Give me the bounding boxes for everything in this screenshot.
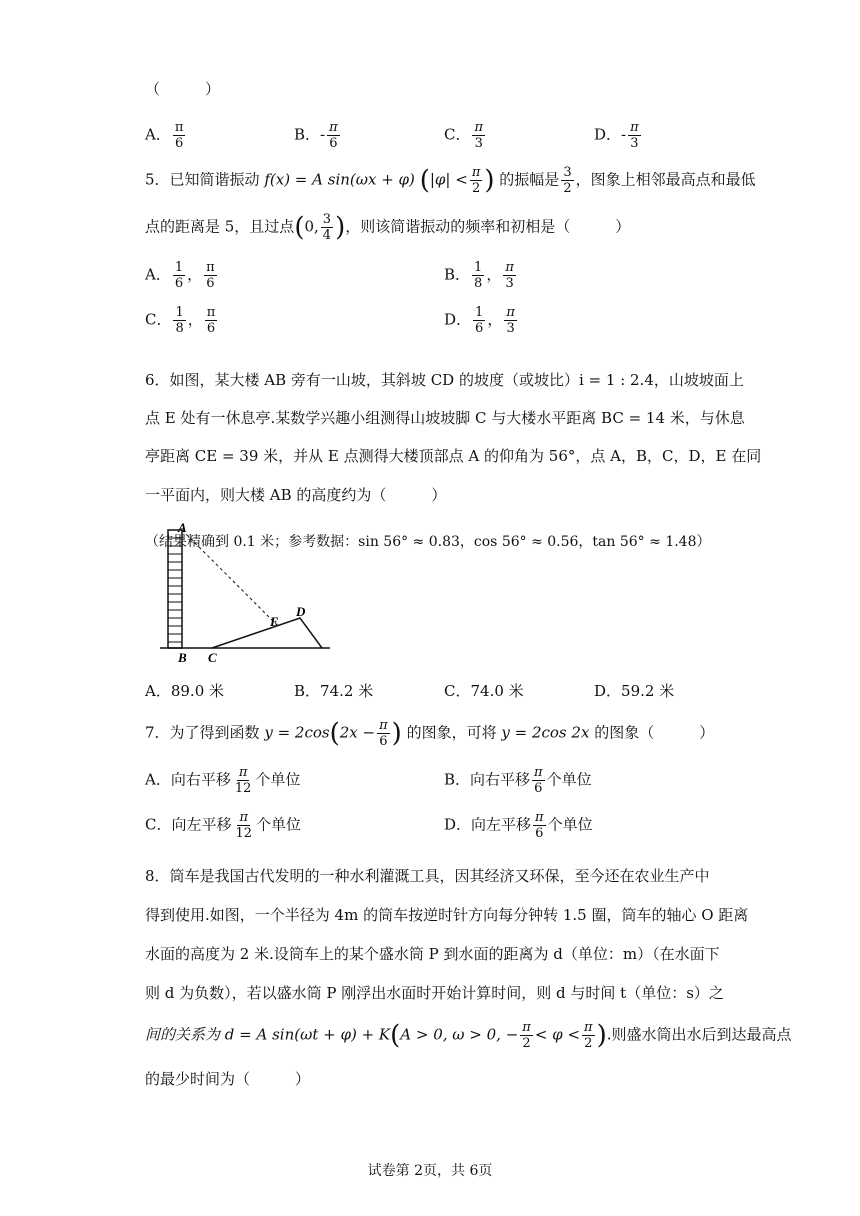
building-outline bbox=[168, 530, 182, 648]
q7-stem: 7．为了得到函数 y = 2cos(2x − $\frac{\pi}{6}$ ) 的图象，可将 y = 2cos 2x 的图象（ ） bbox=[145, 718, 715, 749]
q7-option-d: D．向左平移 $\frac{\pi}{6}$ 个单位 bbox=[444, 810, 593, 841]
q8-stem-line-2: 得到使用.如图，一个半径为 4m 的筒车按逆时针方向每分钟转 1.5 圈，筒车的轴心 O 距离 bbox=[145, 906, 749, 924]
q6-building-slope-figure bbox=[150, 520, 350, 665]
q4-option-a: A． $\frac{\pi}{6}$ bbox=[145, 120, 184, 151]
q8-stem-line-4: 则 d 为负数），若以盛水筒 P 刚浮出水面时开始计算时间，则 d 与时间 t（单位：s）之 bbox=[145, 984, 724, 1002]
q5-option-a: A． $\frac{1}{6}$ ， $\frac{\pi}{6}$ bbox=[145, 260, 215, 291]
q6-stem-line-3: 亭距离 CE = 39 米，并从 E 点测得大楼顶部点 A 的仰角为 56°，点 A，B，C，D，E 在同 bbox=[145, 447, 762, 465]
q6-stem-line-4: 一平面内，则大楼 AB 的高度约为（ ） bbox=[145, 486, 447, 504]
q4-answer-paren: （ ） bbox=[145, 80, 221, 98]
q6-option-b: B．74.2 米 bbox=[294, 682, 374, 700]
q6-option-c: C．74.0 米 bbox=[444, 682, 524, 700]
q5-option-c: C． $\frac{1}{8}$ ， $\frac{\pi}{6}$ bbox=[145, 305, 216, 336]
q8-stem-line-3: 水面的高度为 2 米.设筒车上的某个盛水筒 P 到水面的距离为 d（单位：m）（在水面下 bbox=[145, 945, 720, 963]
q6-reference-data: （结果精确到 0.1 米；参考数据：sin 56° ≈ 0.83，cos 56° ≈ 0.56，tan 56° ≈ 1.48） bbox=[145, 534, 711, 550]
page-footer: 试卷第 2页，共 6页 bbox=[367, 1163, 493, 1179]
q5-option-d: D． $\frac{1}{6}$ ， $\frac{\pi}{3}$ bbox=[444, 305, 515, 336]
q8-stem-line-6: 的最少时间为（ ） bbox=[145, 1070, 311, 1088]
q4-option-d: D．- $\frac{\pi}{3}$ bbox=[594, 120, 639, 151]
q6-option-d: D．59.2 米 bbox=[594, 682, 675, 700]
q4-option-b: B．- $\frac{\pi}{6}$ bbox=[294, 120, 338, 151]
q5-option-b: B． $\frac{1}{8}$ ， $\frac{\pi}{3}$ bbox=[444, 260, 514, 291]
q5-stem-line-2: 点的距离是 5，且过点(0, $\frac{3}{4}$ )，则该简谐振动的频率和初相是（ ） bbox=[145, 212, 631, 243]
q6-stem-line-1: 6．如图，某大楼 AB 旁有一山坡，其斜坡 CD 的坡度（或坡比）i = 1 : 2.4，山坡坡面上 bbox=[145, 371, 744, 389]
label-b: B bbox=[178, 650, 187, 665]
label-a: A bbox=[178, 520, 187, 535]
label-c: C bbox=[208, 650, 217, 665]
q8-stem-line-1: 8．筒车是我国古代发明的一种水利灌溉工具，因其经济又环保，至今还在农业生产中 bbox=[145, 867, 710, 885]
label-e: E bbox=[270, 614, 279, 629]
slope-line bbox=[212, 618, 322, 648]
q7-option-a: A．向右平移 $\frac{\pi}{12}$ 个单位 bbox=[145, 765, 301, 796]
building-floors bbox=[168, 538, 182, 642]
label-d: D bbox=[296, 604, 306, 619]
q6-stem-line-2: 点 E 处有一休息亭.某数学兴趣小组测得山坡坡脚 C 与大楼水平距离 BC = 14 米，与休息 bbox=[145, 409, 745, 427]
q7-option-c: C．向左平移 $\frac{\pi}{12}$ 个单位 bbox=[145, 810, 302, 841]
q6-option-a: A．89.0 米 bbox=[145, 682, 224, 700]
q4-option-c: C． $\frac{\pi}{3}$ bbox=[444, 120, 484, 151]
q8-stem-line-5: 间的关系为 d = A sin(ωt + φ) + K(A > 0, ω > 0, − $\frac{\pi}{2}$ < φ < $\frac{\pi}{2}$ ).则盛水筒出水后到达最高点 bbox=[145, 1020, 792, 1051]
q7-option-b: B．向右平移 $\frac{\pi}{6}$ 个单位 bbox=[444, 765, 592, 796]
q5-stem-line-1: 5．已知简谐振动 f(x) = A sin(ωx + φ) (|φ| < $\frac{\pi}{2}$ ) 的振幅是 $\frac{3}{2}$ ，图象上相邻最高点和最低 bbox=[145, 165, 756, 196]
sight-line bbox=[182, 530, 278, 626]
